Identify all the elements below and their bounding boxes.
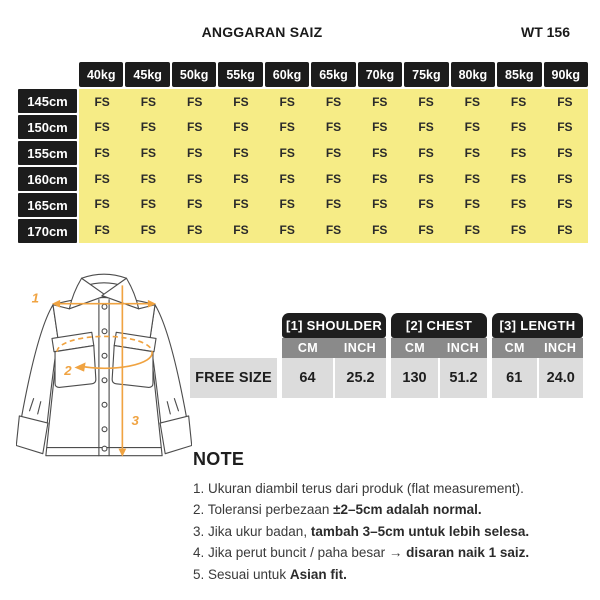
note-item bbox=[193, 521, 593, 542]
size-cell: FS bbox=[418, 120, 434, 135]
size-cell: FS bbox=[325, 197, 342, 212]
size-cell: FS bbox=[187, 120, 203, 135]
size-cell: FS bbox=[233, 223, 249, 238]
measurement-group bbox=[492, 313, 583, 398]
size-cell: FS bbox=[557, 146, 573, 161]
note-item-bold-text: ±2–5cm adalah normal. bbox=[333, 502, 482, 518]
note-item-text: 5. Sesuai untuk bbox=[193, 566, 290, 582]
size-cell: FS bbox=[279, 146, 295, 161]
size-cell: FS bbox=[510, 171, 527, 186]
unit-header-cell: CM bbox=[297, 341, 319, 355]
measurement-group bbox=[391, 313, 487, 398]
size-cell: FS bbox=[233, 146, 249, 161]
measurement-value-row bbox=[391, 358, 487, 398]
weight-header-cell: 70kg bbox=[358, 62, 402, 87]
size-cell: FS bbox=[510, 94, 527, 109]
note-title: NOTE bbox=[193, 449, 245, 469]
shirt-illustration bbox=[16, 266, 192, 470]
unit-header-row bbox=[391, 338, 487, 358]
size-cell-matrix bbox=[79, 89, 588, 243]
size-cell: FS bbox=[510, 197, 527, 212]
note-section bbox=[193, 449, 593, 585]
size-cell: FS bbox=[140, 94, 157, 109]
size-cell: FS bbox=[187, 171, 203, 186]
size-cell: FS bbox=[557, 120, 573, 135]
size-cell: FS bbox=[372, 94, 388, 109]
size-cell: FS bbox=[372, 223, 388, 238]
size-cell: FS bbox=[94, 94, 110, 109]
size-cell: FS bbox=[418, 197, 434, 212]
size-cell: FS bbox=[418, 223, 434, 238]
size-cell: FS bbox=[279, 120, 295, 135]
size-cell: FS bbox=[510, 223, 527, 238]
note-item-text: 3. Jika ukur badan, bbox=[193, 523, 311, 539]
size-cell: FS bbox=[140, 146, 157, 161]
size-cell: FS bbox=[325, 223, 342, 238]
weight-header-cell: 50kg bbox=[172, 62, 216, 87]
size-cell: FS bbox=[187, 223, 203, 238]
measurement-group-header: [1] SHOULDER bbox=[282, 313, 386, 338]
size-cell: FS bbox=[464, 223, 480, 238]
size-cell: FS bbox=[94, 146, 110, 161]
height-label-cell: 145cm bbox=[18, 89, 77, 113]
weight-header-cell: 85kg bbox=[497, 62, 541, 87]
measurement-value-cm: 64 bbox=[282, 358, 333, 398]
size-cell: FS bbox=[325, 120, 342, 135]
height-label-cell: 150cm bbox=[18, 115, 77, 139]
size-cell: FS bbox=[279, 171, 295, 186]
height-label-column bbox=[18, 89, 77, 243]
size-cell: FS bbox=[140, 223, 157, 238]
size-cell: FS bbox=[557, 197, 573, 212]
size-grid-body bbox=[18, 89, 588, 243]
note-item bbox=[193, 499, 593, 520]
size-cell: FS bbox=[94, 223, 110, 238]
size-cell: FS bbox=[233, 120, 249, 135]
size-cell: FS bbox=[94, 171, 110, 186]
unit-header-row bbox=[492, 338, 583, 358]
measurement-group-header: [2] CHEST bbox=[391, 313, 487, 338]
size-cell: FS bbox=[187, 197, 203, 212]
size-cell: FS bbox=[325, 94, 342, 109]
size-cell: FS bbox=[464, 171, 480, 186]
note-item-text: 2. Toleransi perbezaan bbox=[193, 502, 334, 518]
note-item-text: 1. Ukuran diambil terus dari produk (flat measurement). bbox=[193, 481, 524, 496]
size-cell: FS bbox=[418, 94, 434, 109]
page-title: ANGGARAN SAIZ bbox=[201, 24, 323, 40]
size-cell: FS bbox=[510, 146, 527, 161]
size-cell: FS bbox=[510, 120, 527, 135]
size-cell: FS bbox=[279, 94, 295, 109]
size-cell: FS bbox=[464, 120, 480, 135]
unit-header-cell: INCH bbox=[446, 341, 480, 355]
weight-header-cell: 60kg bbox=[265, 62, 309, 87]
marker-3-length: 3 bbox=[131, 413, 139, 429]
weight-header-row bbox=[79, 62, 588, 87]
measurement-value-cm: 61 bbox=[492, 358, 537, 398]
measurement-table bbox=[190, 313, 583, 398]
size-cell: FS bbox=[187, 94, 203, 109]
size-cell: FS bbox=[557, 223, 573, 238]
size-cell: FS bbox=[140, 171, 157, 186]
note-item-bold-text: disaran naik 1 saiz. bbox=[406, 545, 530, 561]
size-cell: FS bbox=[325, 171, 342, 186]
size-cell: FS bbox=[557, 94, 573, 109]
unit-header-cell: INCH bbox=[544, 341, 577, 355]
height-label-cell: 170cm bbox=[18, 219, 77, 243]
shirt-right-cuff bbox=[160, 416, 192, 454]
size-cell: FS bbox=[372, 146, 388, 161]
note-item-text: 4. Jika perut buncit / paha besar → bbox=[193, 545, 407, 561]
note-item bbox=[193, 542, 593, 563]
size-cell: FS bbox=[94, 197, 110, 212]
unit-header-row bbox=[282, 338, 386, 358]
size-cell: FS bbox=[464, 146, 480, 161]
size-cell: FS bbox=[233, 94, 249, 109]
measurement-value-inch: 25.2 bbox=[335, 358, 386, 398]
measurement-value-inch: 24.0 bbox=[539, 358, 584, 398]
size-cell: FS bbox=[372, 120, 388, 135]
size-cell: FS bbox=[464, 94, 480, 109]
marker-1-shoulder: 1 bbox=[31, 290, 39, 306]
measurement-value-row bbox=[492, 358, 583, 398]
note-item-bold-text: tambah 3–5cm untuk lebih selesa. bbox=[310, 523, 530, 539]
size-cell: FS bbox=[325, 146, 342, 161]
height-label-cell: 160cm bbox=[18, 167, 77, 191]
size-cell: FS bbox=[233, 171, 249, 186]
size-grid bbox=[18, 62, 588, 243]
size-cell: FS bbox=[418, 146, 434, 161]
marker-2-chest: 2 bbox=[64, 363, 72, 379]
note-item bbox=[193, 564, 593, 585]
measurement-value-inch: 51.2 bbox=[440, 358, 487, 398]
weight-header-cell: 90kg bbox=[544, 62, 588, 87]
size-cell: FS bbox=[94, 120, 110, 135]
shirt-right-pocket bbox=[112, 346, 153, 388]
free-size-row-label: FREE SIZE bbox=[190, 358, 277, 398]
note-item-bold-text: Asian fit. bbox=[289, 566, 347, 582]
size-cell: FS bbox=[557, 171, 573, 186]
size-cell: FS bbox=[279, 223, 295, 238]
unit-header-cell: CM bbox=[404, 341, 426, 355]
unit-header-cell: CM bbox=[504, 341, 525, 355]
weight-header-cell: 55kg bbox=[218, 62, 262, 87]
size-cell: FS bbox=[140, 120, 157, 135]
height-label-cell: 155cm bbox=[18, 141, 77, 165]
size-cell: FS bbox=[279, 197, 295, 212]
weight-header-cell: 40kg bbox=[79, 62, 123, 87]
height-label-cell: 165cm bbox=[18, 193, 77, 217]
size-cell: FS bbox=[187, 146, 203, 161]
weight-header-cell: 65kg bbox=[311, 62, 355, 87]
weight-header-cell: 80kg bbox=[451, 62, 495, 87]
product-code: WT 156 bbox=[520, 24, 570, 40]
size-cell: FS bbox=[418, 171, 434, 186]
size-cell: FS bbox=[233, 197, 249, 212]
size-cell: FS bbox=[140, 197, 157, 212]
size-cell: FS bbox=[464, 197, 480, 212]
note-item bbox=[193, 478, 593, 499]
shirt-left-cuff bbox=[16, 416, 48, 454]
note-list bbox=[193, 478, 593, 585]
weight-header-cell: 75kg bbox=[404, 62, 448, 87]
measurement-value-row bbox=[282, 358, 386, 398]
unit-header-cell: INCH bbox=[343, 341, 377, 355]
measurement-value-cm: 130 bbox=[391, 358, 438, 398]
shirt-left-pocket bbox=[55, 346, 96, 388]
size-cell: FS bbox=[372, 197, 388, 212]
measurement-group-header: [3] LENGTH bbox=[492, 313, 583, 338]
measurement-group bbox=[282, 313, 386, 398]
size-cell: FS bbox=[372, 171, 388, 186]
weight-header-cell: 45kg bbox=[125, 62, 169, 87]
